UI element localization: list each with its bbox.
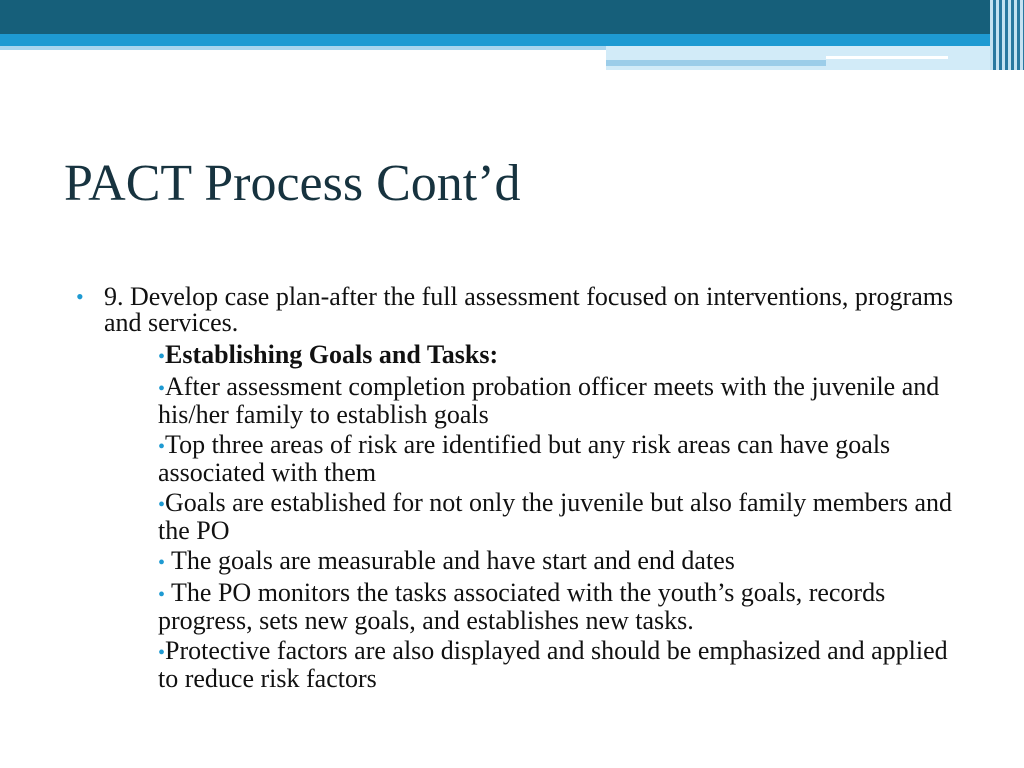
- header-band-dark: [0, 0, 1024, 34]
- sub-bullet-text: Protective factors are also displayed and should be emphasized and applied to reduce risk factors: [158, 636, 948, 693]
- bullet-dot-icon: •: [76, 284, 84, 309]
- bullet-dot-icon: •: [158, 552, 166, 574]
- bullet-dot-icon: •: [158, 494, 166, 516]
- header-stripes: [990, 0, 1024, 70]
- sub-bullet-item: [76, 638, 956, 692]
- sub-bullet-item: [76, 548, 956, 576]
- bullet-text: 9. Develop case plan-after the full assessment focused on interventions, programs and services.: [104, 282, 954, 337]
- header-accent-box: [606, 46, 1024, 70]
- sub-bullet-text: Goals are established for not only the juvenile but also family members and the PO: [158, 488, 953, 545]
- bullet-dot-icon: •: [158, 378, 166, 400]
- bullet-dot-icon: •: [158, 346, 166, 368]
- slide-title: PACT Process Cont’d: [64, 155, 521, 212]
- bullet-dot-icon: •: [158, 642, 166, 664]
- sub-bullet-item: [76, 580, 956, 634]
- sub-bullet-text: Establishing Goals and Tasks:: [165, 340, 499, 369]
- sub-bullet-item: [76, 342, 956, 370]
- bullet-dot-icon: •: [158, 584, 166, 606]
- sub-bullet-text: Top three areas of risk are identified but any risk areas can have goals associated with them: [158, 430, 891, 487]
- sub-bullet-text: The goals are measurable and have start and end dates: [165, 546, 735, 575]
- header-accent-line: [826, 56, 948, 59]
- sub-bullet-text: The PO monitors the tasks associated with the youth’s goals, records progress, sets new goals, and establishes new tasks.: [158, 578, 886, 635]
- sub-bullet-item: [76, 432, 956, 486]
- sub-bullet-item: [76, 374, 956, 428]
- header-accent-bar: [606, 60, 826, 66]
- sub-bullet-item: [76, 490, 956, 544]
- bullet-item: [76, 284, 956, 336]
- bullet-dot-icon: •: [158, 436, 166, 458]
- slide-body: [76, 284, 956, 696]
- sub-bullet-text: After assessment completion probation officer meets with the juvenile and his/her family to establish goals: [158, 372, 940, 429]
- header-band-bright: [0, 34, 1024, 46]
